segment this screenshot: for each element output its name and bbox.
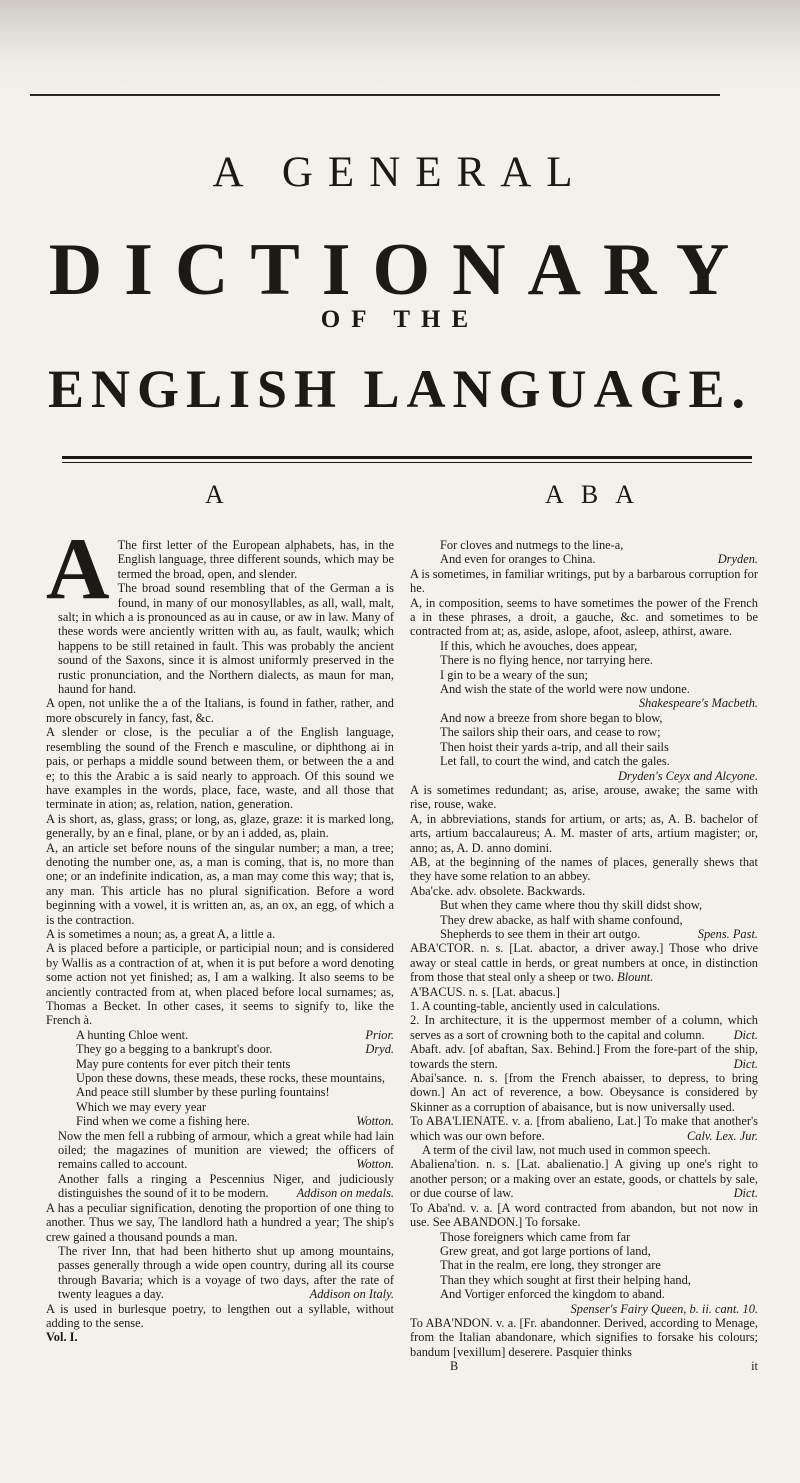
entry-text: A, in composition, seems to have sometimes the power of the French a in these phrases, a droit, a gauche, &c. and sometimes to be contracted from at; as, aside, aslope, afoot, asleep, athirst, aware. [410, 595, 758, 639]
right-column [410, 538, 758, 1374]
entry-text: Another falls a ringing a Pescennius Niger, and judiciously distinguishes the sound of it to be modern. [58, 1171, 394, 1201]
left-running-head: A [205, 480, 230, 509]
quote: A hunting Chloe went. [76, 1027, 189, 1042]
verse: And wish the state of the world were now undone. [440, 682, 690, 697]
verse: But when they came where thou thy skill didst show, [440, 898, 703, 913]
entry-text: A is sometimes a noun; as, a great A, a little a. [46, 926, 276, 941]
verse: And peace still slumber by these purling fountains! [76, 1085, 330, 1100]
verse: Let fall, to court the wind, and catch the gales. [440, 754, 670, 769]
source: Spenser's Fairy Queen, b. ii. cant. 10. [570, 1301, 758, 1316]
right-running-head: A B A [545, 480, 641, 509]
verse: Upon these downs, these meads, these rocks, these mountains, [76, 1071, 386, 1086]
entry-text: A is sometimes redundant; as, arise, arouse, awake; the same with rise, rouse, wake. [410, 782, 758, 812]
source: Dict. [733, 1056, 758, 1071]
verse: For cloves and nutmegs to the line-a, [440, 538, 624, 552]
entry-text: 1. A counting-table, anciently used in calculations. [410, 999, 661, 1013]
verse: They drew abacke, as half with shame confound, [440, 912, 683, 927]
verse: That in the realm, ere long, they stronger are [440, 1258, 661, 1273]
verse: Grew great, and got large portions of land, [440, 1243, 651, 1258]
entry-text: The river Inn, that had been hitherto shut up among mountains, passes generally through a wide open country, during all its course through Bavaria; which is a voyage of two days, after the rate of twenty leagues a day. [58, 1243, 394, 1302]
title-line-1: A GENERAL [212, 149, 588, 196]
entry-text: A slender or close, is the peculiar a of the English language, resembling the sound of the French e masculine, or diphthong ai in pais, or perhaps a middle sound between them, or between the a and e; to this the Arabic a is said nearly to approach. Of this sound we have examples in the words, place, face, waste, and all those that terminate in ation; as, relation, nation, generation. [46, 725, 394, 812]
entry-text: 2. In architecture, it is the uppermost member of a column, which serves as a sort of crowning both to the capital and column. [410, 1013, 758, 1042]
entry-text: Abai'sance. n. s. [from the French abaisser, to depress, to bring down.] An act of reverence, a bow. Obeysance is considered by Skinner as a corruption of abaisance, but is now universally used. [410, 1071, 758, 1114]
verse: If this, which he avouches, does appear, [440, 638, 638, 653]
source: Shakespeare's Macbeth. [638, 696, 758, 711]
entry-text: The broad sound resembling that of the German a is found, in many of our monosyllables, as all, wall, malt, salt; in which a is pronounced as au in cause, or aw in law. Many of these words were anciently written with au, as fault, waulk; which happens to be still retained in fault. This was probably the ancient sound of the Saxons, since it is almost uniformly preserved in the rustic pronunciation, and the Northern dialects, as maun for man, haund for hand. [58, 581, 394, 697]
entry-text: Abaft. adv. [of abaftan, Sax. Behind.] From the fore-part of the ship, towards the stern. [410, 1042, 758, 1071]
source: Blount. [617, 970, 654, 985]
verse: Those foreigners which came from far [440, 1229, 631, 1244]
entry-text: To ABA'NDON. v. a. [Fr. abandonner. Derived, according to Menage, from the Italian abandonare, which signifies to forsake his colours; bandum [vexillum] deserere. Pasquier thinks [410, 1315, 758, 1359]
entry-text: The first letter of the European alphabets, has, in the English language, three different sounds, which may be termed the broad, open, and slender. [117, 538, 394, 581]
entry-text: A is used in burlesque poetry, to lengthen out a syllable, without adding to the sense. [46, 1301, 394, 1330]
verse: I gin to be a weary of the sun; [440, 667, 588, 682]
entry-text: Now the men fell a rubbing of armour, which a great while had lain oiled; the magazines of munition are viewed; the officers of remains called to account. [58, 1128, 394, 1172]
verse: May pure contents for ever pitch their tents [76, 1056, 291, 1071]
entry-text: A'BACUS. n. s. [Lat. abacus.] [410, 984, 560, 999]
verse: Than they which sought at first their helping hand, [440, 1272, 691, 1287]
entry-text: A is sometimes, in familiar writings, put by a barbarous corruption for he. [410, 566, 758, 596]
drop-cap: A [46, 521, 110, 618]
source: Addison on medals. [296, 1186, 394, 1201]
verse: There is no flying hence, nor tarrying here. [440, 653, 653, 668]
catchword: it [751, 1359, 758, 1374]
verse: Shepherds to see them in their art outgo. [440, 926, 641, 941]
verse: And Vortiger enforced the kingdom to aband. [440, 1287, 665, 1302]
entry-text: ABA'CTOR. n. s. [Lat. abactor, a driver away.] Those who drive away or steal cattle in herds, or great numbers at once, in distinction from those that steal only a sheep or two. [410, 941, 758, 985]
source: Dryden. [717, 552, 758, 567]
source: Calv. Lex. Jur. [686, 1128, 758, 1143]
thick-rule [62, 456, 752, 459]
source: Wotton. [356, 1114, 394, 1129]
entry-text: A term of the civil law, not much used in common speech. [422, 1143, 711, 1158]
source: Prior. [365, 1027, 394, 1042]
source: Wotton. [356, 1157, 394, 1172]
entry-text: To ABA'LIENATE. v. a. [from abalieno, Lat.] To make that another's which was our own before. [410, 1114, 758, 1143]
verse: And even for oranges to China. [440, 552, 596, 567]
entry-text: A has a peculiar signification, denoting the proportion of one thing to another. Thus we say, The landlord hath a hundred a year; The ship's crew gained a thousand pounds a man. [46, 1200, 394, 1244]
source: Dryden's Ceyx and Alcyone. [617, 768, 758, 783]
title-line-2: DICTIONARY [48, 229, 752, 311]
source: Dict. [733, 1027, 758, 1042]
entry-text: Aba'cke. adv. obsolete. Backwards. [410, 883, 586, 898]
entry-text: AB, at the beginning of the names of places, generally shews that they have some relation to an abbey. [410, 854, 758, 884]
entry-text: Abaliena'tion. n. s. [Lat. abalienatio.] A giving up one's right to another person; or a making over an estate, goods, or chattels by sale, or due course of law. [410, 1157, 758, 1201]
verse: Then hoist their yards a-trip, and all their sails [440, 739, 669, 754]
left-column [46, 521, 394, 1345]
entry-text: A is placed before a participle, or participial noun; and is considered by Wallis as a contraction of at, when it is put before a word denoting some action not yet finished; as, I am a walking. It also seems to be anciently contracted from at, when placed before local surnames; as, Thomas a Becket. In other cases, it seems to signify to, like the French à. [46, 941, 394, 1028]
source: Dict. [733, 1186, 758, 1201]
signature-mark: B [450, 1359, 459, 1374]
quote: They go a begging to a bankrupt's door. [76, 1042, 273, 1057]
verse: Find when we come a fishing here. [76, 1114, 250, 1129]
verse: And now a breeze from shore began to blow, [440, 710, 663, 725]
title-line-3: OF THE [320, 306, 480, 333]
source: Addison on Italy. [309, 1287, 394, 1302]
source: Spens. Past. [697, 926, 758, 941]
title-line-4: ENGLISH LANGUAGE. [47, 359, 753, 419]
volume-mark: Vol. I. [46, 1330, 78, 1345]
source: Dryd. [365, 1042, 394, 1057]
entry-text: A open, not unlike the a of the Italians, is found in father, rather, and more obscurely in fancy, fast, &c. [46, 696, 394, 725]
entry-text: A, in abbreviations, stands for artium, or arts; as, A. B. bachelor of arts, artium baccalaureus; A. M. master of arts, artium magister; or, anno; as, A. D. anno domini. [410, 811, 758, 855]
page-top-shadow [0, 0, 800, 96]
entry-text: A is short, as, glass, grass; or long, as, glaze, graze: it is marked long, generally, by an e final, plane, or by an i added, as, plain. [46, 811, 394, 841]
verse: Which we may every year [76, 1099, 207, 1114]
entry-text: To Aba'nd. v. a. [A word contracted from abandon, but not now in use. See ABANDON.] To forsake. [410, 1200, 758, 1230]
top-rule [30, 94, 720, 96]
verse: The sailors ship their oars, and cease to row; [440, 725, 661, 740]
thin-rule [62, 462, 752, 463]
entry-text: A, an article set before nouns of the singular number; a man, a tree; denoting the number one, as, a man is coming, that is, no more than one; or an indefinite indication, as, a man may come this way; that is, any man. This article has no plural signification. Before a word beginning with a vowel, it is written an, as, an ox, an egg, of which a is the contraction. [46, 840, 394, 927]
